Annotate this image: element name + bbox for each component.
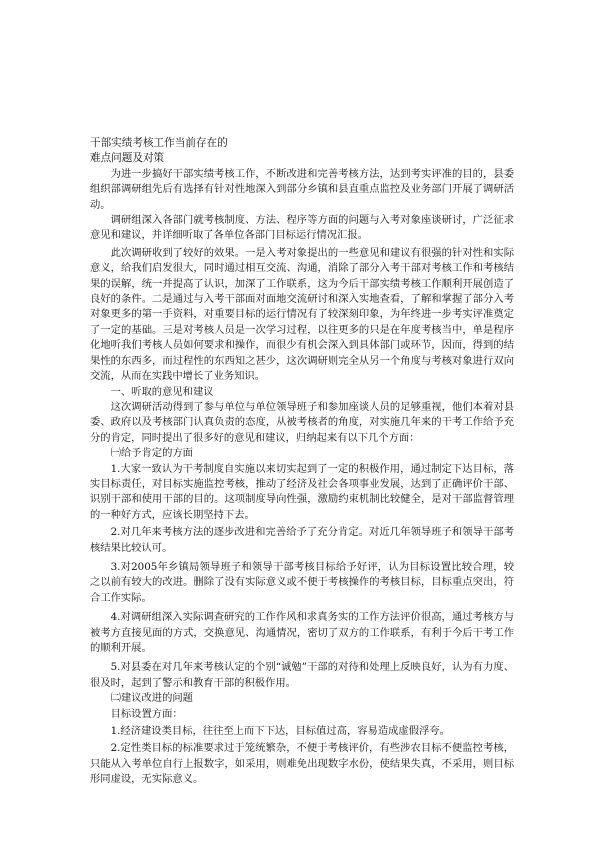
list-item: 4.对调研组深入实际调查研究的工作作风和求真务实的工作方法评价很高，通过考核方与被考方直接见面的方式，交换意见、沟通情况，密切了双方的工作联系，有利于今后干考工作的顺利开展。 bbox=[90, 611, 514, 654]
paragraph-intro: 为进一步搞好干部实绩考核工作，不断改进和完善考核方法，达到考实评准的目的，县委组织部调研组先后有选择有针对性地深入到部分乡镇和县直重点监控及业务部门开展了调研活动。 bbox=[90, 167, 514, 211]
paragraph-results: 此次调研收到了较好的效果。一是入考对象提出的一些意见和建议有很强的针对性和实际意义，给我们启发很大，同时通过相互交流、沟通，消除了部分入考干部对考核工作和考核结果的误解，统一并提高了认识，加深了工作联系，这为今后干部实绩考核工作顺利开展创造了良好的条件。二是通过与入考干部面对面地交流研讨和深入实地查看，了解和掌握了部分入考对象更多的第一手资料，对重要目标的运行情况有了较深刻印象，为年终进一步考实评准奠定了一定的基础。三是对考核人员是一次学习过程，以往更多的只是在年度考核当中，单是程序化地听我们考核人员如何要求和操作，而很少有机会深入到具体部门或环节，因而，得到的结果性的东西多，而过程性的东西知之甚少，这次调研则完全从另一个角度与考核对象进行双向交流，从而在实践中增长了业务知识。 bbox=[90, 246, 514, 383]
document-title-line-1: 干部实绩考核工作当前存在的 bbox=[90, 137, 228, 149]
document-title-line-2: 难点问题及对策 bbox=[90, 152, 165, 165]
paragraph-research-method: 调研组深入各部门就考核制度、方法、程序等方面的问题与入考对象座谈研讨，广泛征求意见和建议，并详细听取了各单位各部门目标运行情况汇报。 bbox=[90, 214, 514, 242]
subheading-improvements: ㈡建议改进的问题 bbox=[110, 692, 193, 705]
list-item: 1.大家一致认为干考制度自实施以来切实起到了一定的积极作用，通过制定下达目标，落实目标责任，对目标实施监控考核，推动了经济及社会各项事业发展，达到了正确评价干部、识别干部和使用干部的目的。这项制度导向性强，激励约束机制比较健全，是对干部监督管理的一种好方式，应该长期坚持下去。 bbox=[90, 462, 514, 521]
list-item: 5.对县委在对几年来考核认定的个别“诚勉”干部的对待和处理上反映良好，认为有力度、很及时，起到了警示和教育干部的积极作用。 bbox=[90, 661, 514, 689]
list-item: 2.定性类目标的标准要求过于笼统繁杂，不便于考核评价，有些涉农目标不便监控考核，只能从入考单位自行上报数字，如采用，则难免出现数字水份，使结果失真，不采用，则目标形同虚设，无实际意义。 bbox=[90, 742, 514, 786]
paragraph-opinions-intro: 这次调研活动得到了参与单位与单位领导班子和参加座谈人员的足够重视，他们本着对县委、政府以及考核部门认真负责的态度，从被考核者的角度，对实施几年来的干考工作给予充分的肯定，同时提出了很多好的意见和建议，归纳起来有以下几个方面： bbox=[90, 400, 514, 444]
document-body bbox=[90, 136, 514, 788]
subheading-affirmed: ㈠给予肯定的方面 bbox=[110, 447, 193, 460]
list-item: 2.对几年来考核方法的逐步改进和完善给予了充分肯定。对近几年领导班子和领导干部考核结果比较认可。 bbox=[90, 526, 514, 554]
list-item: 3.对2005年乡镇局领导班子和领导干部考核目标给予好评，认为目标设置比较合理，较之以前有较大的改进。删除了没有实际意义或不便于考核操作的考核目标，目标重点突出，符合工作实际。 bbox=[90, 560, 514, 604]
list-item: 1.经济建设类目标，往往至上而下下达，目标值过高，容易造成虚假浮夸。 bbox=[110, 725, 450, 738]
subheading-target-setting: 目标设置方面： bbox=[110, 707, 183, 720]
section-heading-opinions: 一、听取的意见和建议 bbox=[110, 385, 214, 398]
